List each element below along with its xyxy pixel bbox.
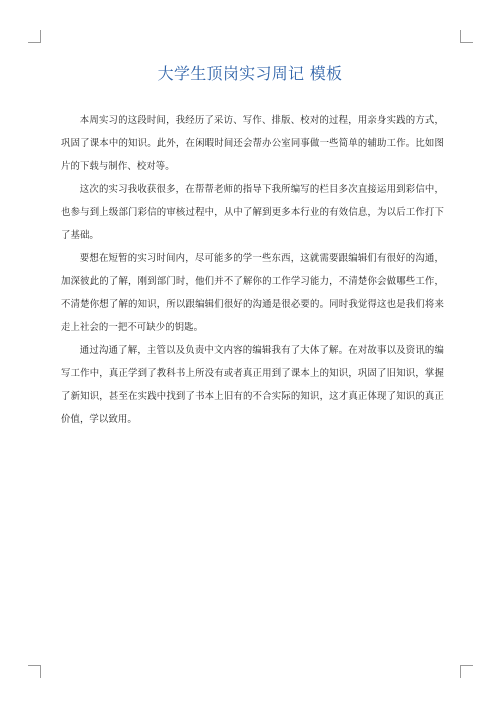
document-body	[61, 109, 444, 431]
paragraph-1: 本周实习的这段时间，我经历了采访、写作、排版、校对的过程，用亲身实践的方式，巩固了课本中的知识。此外，在闲暇时间还会帮办公室同事做一些简单的辅助工作。比如图片的下载与制作、校对等。	[61, 115, 444, 172]
crop-mark-top-left	[28, 30, 41, 43]
document-title: 大学生顶岗实习周记 模板	[157, 64, 343, 83]
paragraph-4: 通过沟通了解，主管以及负责中文内容的编辑我有了大体了解。在对故事以及资讯的编写工作中，真正学到了教科书上所没有或者真正用到了课本上的知识，巩固了旧知识，掌握了新知识，甚至在实践中找到了书本上旧有的不合实际的知识，这才真正体现了知识的真正价值，学以致用。	[61, 345, 444, 425]
crop-mark-top-right	[460, 30, 473, 43]
paragraph-2: 这次的实习我收获很多，在帮帮老师的指导下我所编写的栏目多次直接运用到彩信中，也参与到上级部门彩信的审核过程中，从中了解到更多本行业的有效信息，为以后工作打下了基础。	[61, 184, 444, 241]
crop-mark-bottom-left	[28, 665, 41, 678]
crop-mark-bottom-right	[460, 665, 473, 678]
paragraph-3: 要想在短暂的实习时间内，尽可能多的学一些东西，这就需要跟编辑们有很好的沟通，加深彼此的了解，刚到部门时，他们并不了解你的工作学习能力，不清楚你会做哪些工作，不清楚你想了解的知识，所以跟编辑们很好的沟通是很必要的。同时我觉得这也是我们将来走上社会的一把不可缺少的钥匙。	[61, 253, 444, 333]
